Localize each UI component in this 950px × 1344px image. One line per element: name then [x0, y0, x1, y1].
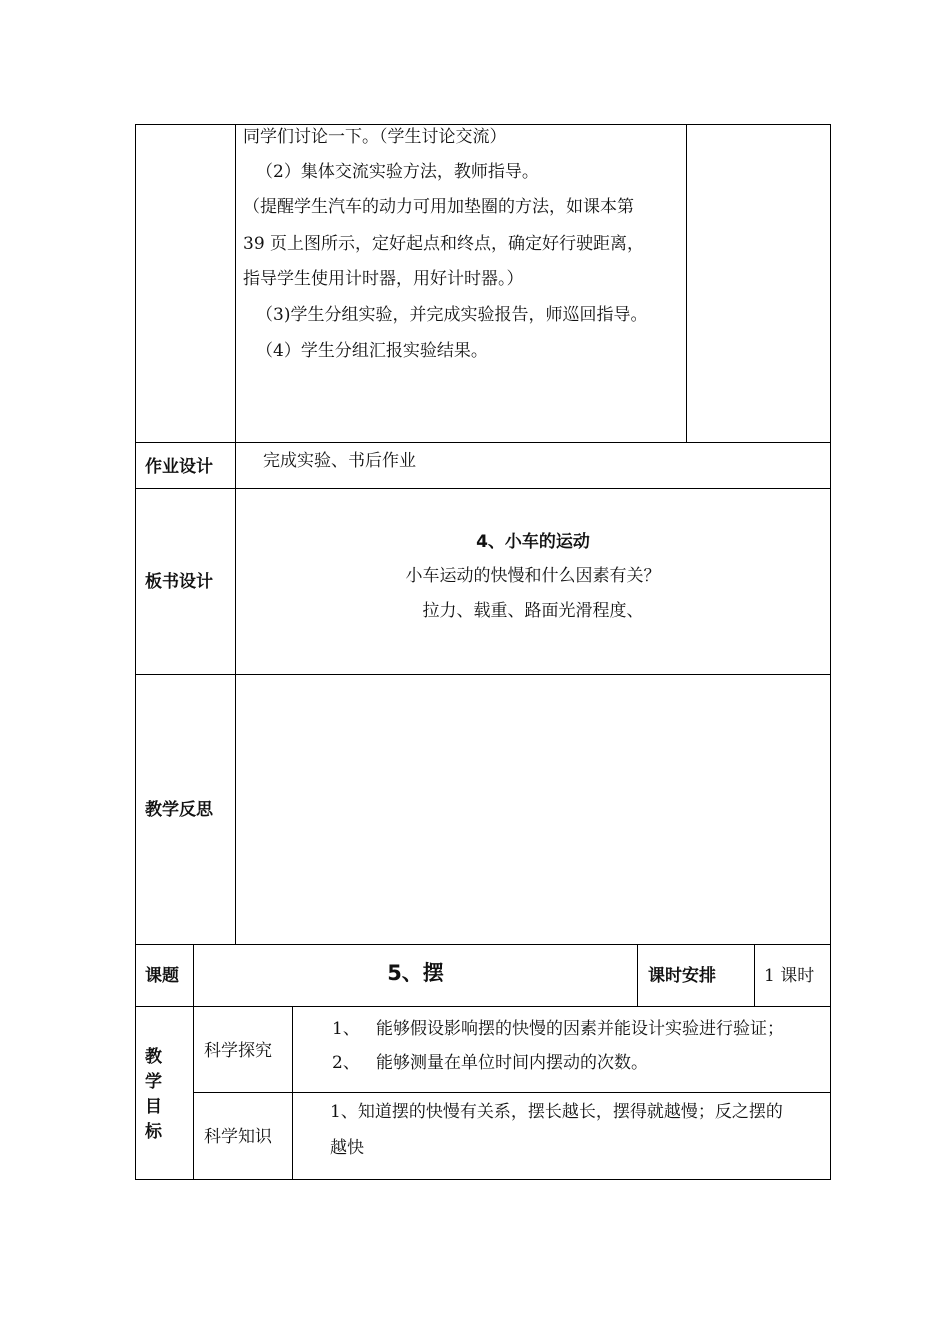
grid-line: [830, 124, 831, 1180]
board-line-2: 拉力、载重、路面光滑程度、: [422, 601, 644, 621]
goal-category: 科学探究: [204, 1041, 272, 1061]
goals-label-char: 学: [145, 1072, 162, 1092]
goals-label-char: 标: [145, 1122, 162, 1142]
grid-line: [686, 124, 687, 442]
goal-item: 1、知道摆的快慢有关系，摆长越长，摆得就越慢；反之摆的: [330, 1102, 783, 1122]
board-label: 板书设计: [145, 572, 213, 592]
goal-item: 1、 能够假设影响摆的快慢的因素并能设计实验进行验证；: [332, 1019, 785, 1039]
process-line: （3)学生分组实验，并完成实验报告，师巡回指导。: [256, 305, 648, 325]
grid-line: [135, 1006, 831, 1007]
grid-line: [135, 442, 831, 443]
goals-label-char: 教: [145, 1047, 162, 1067]
grid-line: [135, 1179, 831, 1180]
grid-line: [637, 944, 638, 1006]
homework-label: 作业设计: [145, 457, 213, 477]
grid-line: [292, 1006, 293, 1180]
goals-label-char: 目: [145, 1097, 162, 1117]
grid-line: [754, 944, 755, 1006]
process-line: （2）集体交流实验方法，教师指导。: [256, 162, 539, 182]
process-line: 同学们讨论一下。（学生讨论交流）: [243, 127, 507, 147]
schedule-value: 1 课时: [764, 966, 815, 986]
process-line: （4）学生分组汇报实验结果。: [256, 341, 488, 361]
grid-line: [193, 1092, 831, 1093]
topic-title: 5、摆: [387, 961, 444, 985]
grid-line: [135, 944, 831, 945]
board-line-1: 小车运动的快慢和什么因素有关？: [405, 566, 661, 586]
process-line: 39 页上图所示，定好起点和终点，确定好行驶距离，: [243, 234, 645, 254]
grid-line: [135, 124, 136, 1180]
board-title: 4、小车的运动: [476, 532, 590, 552]
process-line: （提醒学生汽车的动力可用加垫圈的方法，如课本第: [243, 197, 634, 217]
schedule-label: 课时安排: [648, 966, 716, 986]
grid-line: [135, 124, 831, 125]
goal-item: 越快: [330, 1138, 364, 1158]
grid-line: [135, 674, 831, 675]
homework-content: 完成实验、书后作业: [263, 451, 416, 471]
process-line: 指导学生使用计时器，用好计时器。）: [243, 269, 524, 289]
grid-line: [135, 488, 831, 489]
goal-item: 2、 能够测量在单位时间内摆动的次数。: [332, 1053, 649, 1073]
reflection-label: 教学反思: [145, 800, 213, 820]
goal-category: 科学知识: [204, 1127, 272, 1147]
topic-label: 课题: [145, 966, 179, 986]
